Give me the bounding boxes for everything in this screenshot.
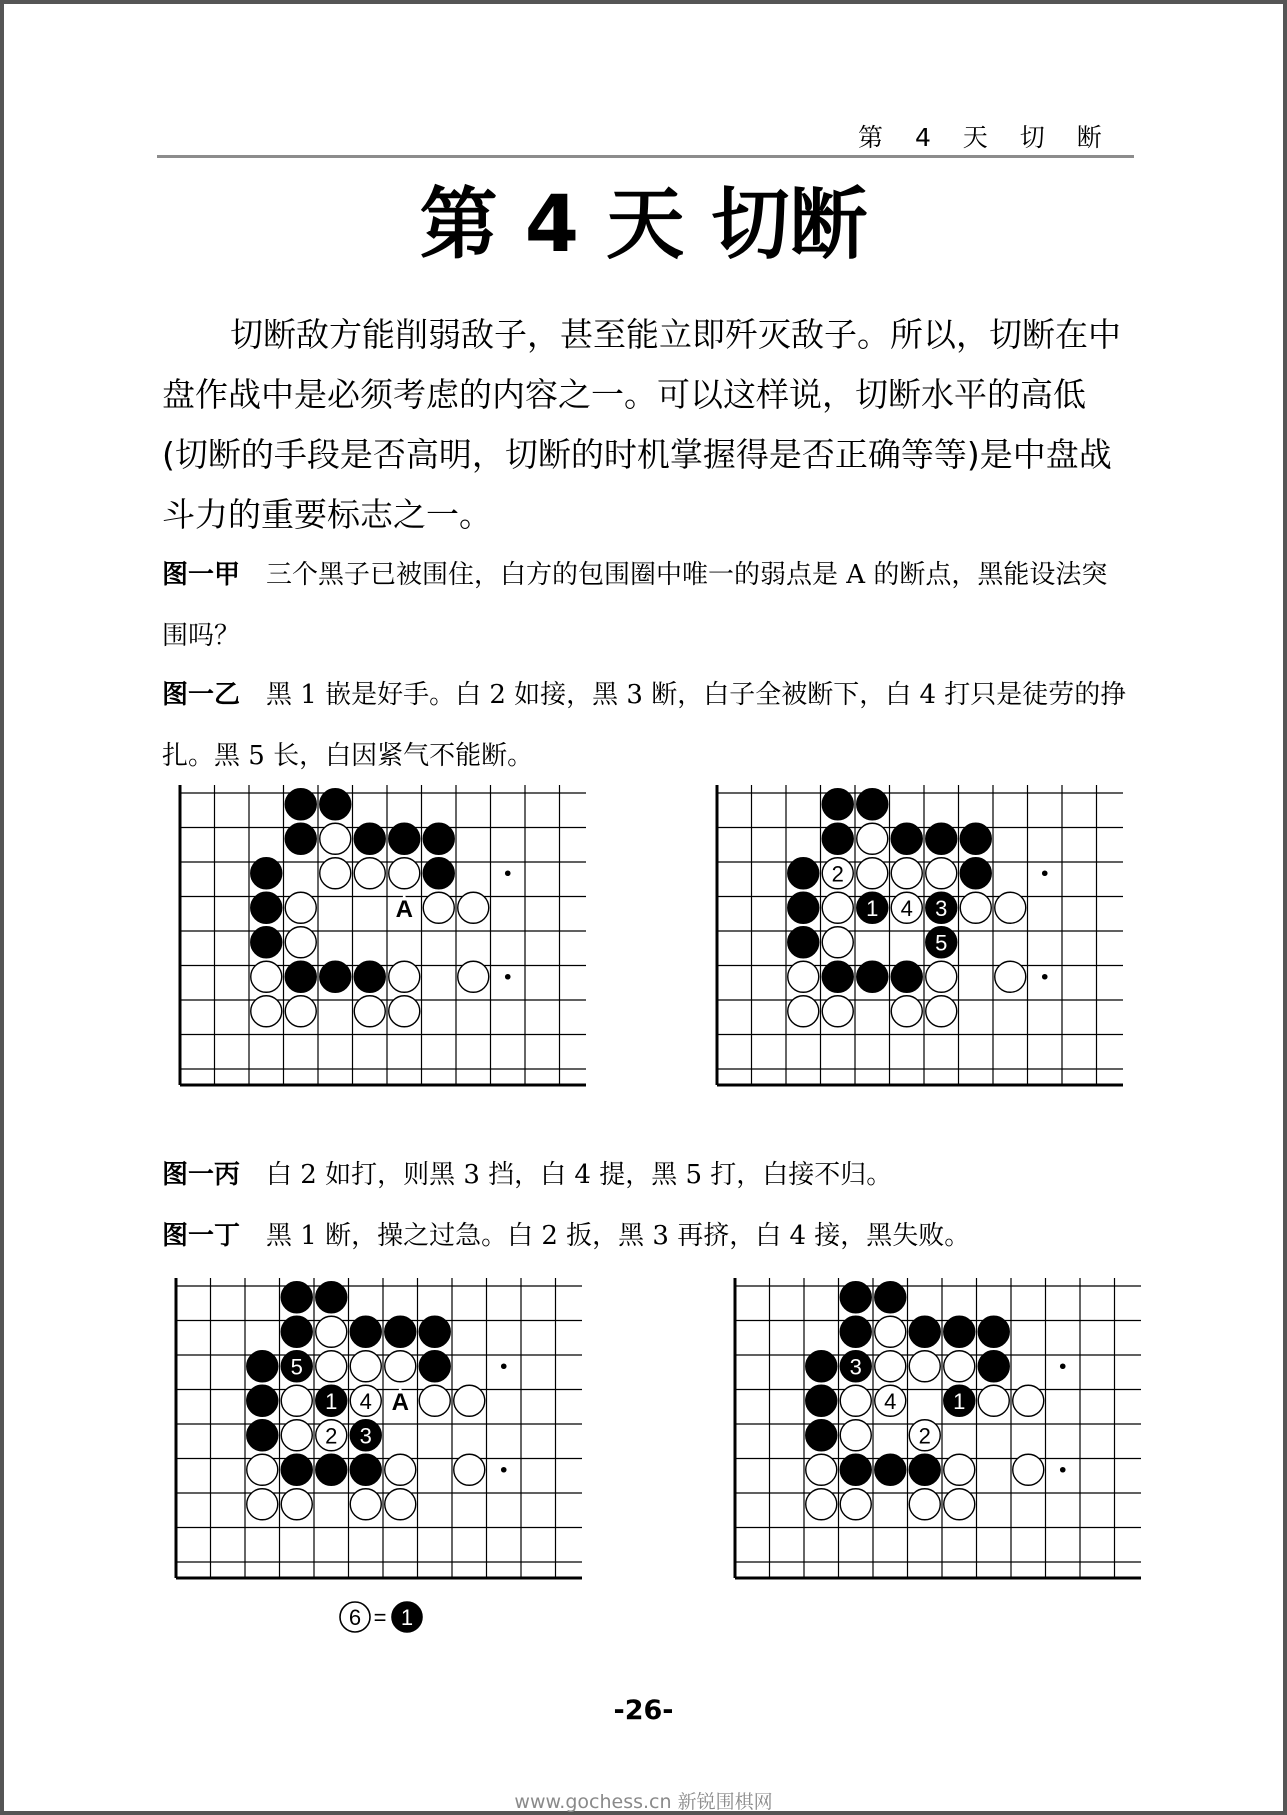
running-header: 第 4 天 切 断 [858,123,1114,152]
caption-label: 图一丙 [162,1160,241,1190]
black-stone [978,1351,1009,1382]
caption-fig-b [162,665,1132,787]
black-stone [875,1282,906,1313]
black-stone [247,1351,278,1382]
equals-sign: = [373,1605,387,1630]
stone-number: 4 [900,895,913,921]
white-stone [281,1385,312,1416]
black-stone [875,1454,906,1485]
stone-number: 2 [831,861,844,887]
black-stone [857,789,888,820]
go-board-grid [715,785,1125,1090]
white-stone [251,996,282,1027]
white-stone [389,858,420,889]
white-stone [285,927,316,958]
black-stone [316,1454,347,1485]
white-stone [926,961,957,992]
white-stone [806,1489,837,1520]
go-board-grid [733,1278,1143,1583]
stone-number: 1 [325,1388,338,1414]
black-numbered-stone [316,1385,347,1416]
white-stone [385,1351,416,1382]
white-stone [1013,1454,1044,1485]
black-stone [822,823,853,854]
header-rule [157,155,1134,158]
black-stone [909,1454,940,1485]
star-point [1042,870,1048,876]
black-numbered-stone [926,892,957,923]
white-stone [389,961,420,992]
black-numbered-stone [926,927,957,958]
white-stone [320,858,351,889]
black-stone [251,927,282,958]
stone-number: 1 [953,1388,966,1414]
white-stone [458,892,489,923]
white-stone [909,1351,940,1382]
white-stone [247,1489,278,1520]
stone-number: 5 [935,930,948,956]
black-stone [926,823,957,854]
white-stone [458,961,489,992]
white-numbered-stone [875,1385,906,1416]
white-stone [995,892,1026,923]
white-stone [350,1489,381,1520]
white-numbered-stone [909,1420,940,1451]
stone-number: 1 [866,895,879,921]
white-stone [891,996,922,1027]
black-numbered-stone [857,892,888,923]
white-stone [251,961,282,992]
white-stone [909,1489,940,1520]
black-stone [960,823,991,854]
black-stone [354,961,385,992]
white-stone [840,1385,871,1416]
caption-fig-d [162,1206,1132,1267]
caption-text: 白 2 如打，则黑 3 挡，白 4 提，黑 5 打，白接不归。 [266,1160,893,1190]
white-stone [285,892,316,923]
board-fig-d [733,1278,1143,1583]
black-stone [788,927,819,958]
star-point [505,974,511,980]
white-stone [281,1420,312,1451]
black-stone [419,1316,450,1347]
white-stone [944,1489,975,1520]
star-point [505,870,511,876]
white-stone [247,1454,278,1485]
black-stone [909,1316,940,1347]
chapter-title: 第 4 天 切断 [419,180,868,270]
go-board-grid [178,785,588,1090]
white-stone [926,858,957,889]
black-stone [419,1351,450,1382]
black-stone [960,858,991,889]
white-stone [875,1316,906,1347]
caption-label: 图一丁 [162,1221,241,1251]
white-stone [944,1454,975,1485]
white-stone [857,823,888,854]
black-stone [385,1316,416,1347]
white-stone [285,996,316,1027]
white-stone [822,996,853,1027]
star-point [501,1363,507,1369]
white-stone [454,1454,485,1485]
star-point [1060,1363,1066,1369]
black-stone [350,1454,381,1485]
black-numbered-stone [840,1351,871,1382]
intro-paragraph: 切断敌方能削弱敌子，甚至能立即歼灭敌子。所以，切断在中盘作战中是必须考虑的内容之一。可以这样说，切断水平的高低(切断的手段是否高明，切断的时机掌握得是否正确等等)是中盘战斗力的重要标志之一。 [162,315,1121,534]
point-label: A [395,895,413,923]
caption-text: 黑 1 嵌是好手。白 2 如接，黑 3 断，白子全被断下，白 4 打只是徒劳的挣扎。黑 5 长，白因紧气不能断。 [162,680,1127,771]
board-fig-c [174,1278,584,1583]
white-stone [978,1385,1009,1416]
black-stone [978,1316,1009,1347]
white-stone [354,996,385,1027]
black-stone [251,892,282,923]
black-stone [285,823,316,854]
board-fig-a [178,785,588,1090]
black-stone [788,892,819,923]
black-stone [891,961,922,992]
black-stone [806,1420,837,1451]
black-stone [423,858,454,889]
white-stone-6-label: 6 [348,1605,362,1630]
white-stone [316,1351,347,1382]
white-numbered-stone [350,1385,381,1416]
white-stone [944,1351,975,1382]
white-stone [926,996,957,1027]
star-point [501,1467,507,1473]
black-stone [247,1420,278,1451]
stone-number: 3 [935,895,948,921]
white-stone [385,1489,416,1520]
white-stone [822,892,853,923]
white-stone [281,1489,312,1520]
black-stone [891,823,922,854]
caption-label: 图一乙 [162,680,241,710]
move-equivalence [336,1598,428,1636]
white-stone [419,1385,450,1416]
white-stone [891,858,922,889]
black-stone [316,1282,347,1313]
stone-number: 3 [359,1423,372,1449]
black-stone [285,789,316,820]
star-point [1060,1467,1066,1473]
black-stone-1-label: 1 [400,1605,414,1630]
point-label: A [391,1388,409,1416]
watermark: www.gochess.cn 新锐围棋网 [514,1791,773,1813]
black-stone [822,961,853,992]
white-stone [788,961,819,992]
black-stone [320,789,351,820]
black-numbered-stone [281,1351,312,1382]
page-number: -26- [613,1695,674,1726]
white-stone [960,892,991,923]
stone-number: 4 [359,1388,372,1414]
black-stone [354,823,385,854]
caption-fig-a [162,545,1132,667]
black-stone [788,858,819,889]
white-stone [806,1454,837,1485]
white-stone [788,996,819,1027]
caption-label: 图一甲 [162,560,241,590]
caption-text: 黑 1 断，操之过急。白 2 扳，黑 3 再挤，白 4 接，黑失败。 [266,1221,971,1251]
white-stone [350,1351,381,1382]
white-stone [822,927,853,958]
white-numbered-stone [822,858,853,889]
black-stone [389,823,420,854]
black-stone [840,1454,871,1485]
black-stone [281,1316,312,1347]
black-stone [857,961,888,992]
caption-fig-c [162,1145,1132,1206]
white-stone [354,858,385,889]
white-stone [857,858,888,889]
black-stone [806,1385,837,1416]
white-stone [316,1316,347,1347]
black-stone [285,961,316,992]
stone-number: 4 [884,1388,897,1414]
stone-number: 2 [325,1423,338,1449]
go-board-grid [174,1278,584,1583]
black-stone [806,1351,837,1382]
white-stone [995,961,1026,992]
white-stone [875,1351,906,1382]
caption-text: 三个黑子已被围住，白方的包围圈中唯一的弱点是 A 的断点，黑能设法突围吗？ [162,560,1108,651]
stone-number: 3 [849,1354,862,1380]
black-numbered-stone [350,1420,381,1451]
white-stone [454,1385,485,1416]
white-numbered-stone [891,892,922,923]
black-stone [840,1282,871,1313]
white-stone [320,823,351,854]
stone-number: 2 [918,1423,931,1449]
black-stone [350,1316,381,1347]
stone-number: 5 [290,1354,303,1380]
star-point [1042,974,1048,980]
white-stone [840,1420,871,1451]
black-stone [423,823,454,854]
black-stone [247,1385,278,1416]
black-stone [251,858,282,889]
black-stone [320,961,351,992]
black-stone [822,789,853,820]
white-stone [385,1454,416,1485]
black-stone [281,1282,312,1313]
white-stone [1013,1385,1044,1416]
black-stone [840,1316,871,1347]
white-stone [389,996,420,1027]
white-stone [840,1489,871,1520]
black-stone [281,1454,312,1485]
black-stone [944,1316,975,1347]
board-fig-b [715,785,1125,1090]
black-numbered-stone [944,1385,975,1416]
white-stone [423,892,454,923]
white-numbered-stone [316,1420,347,1451]
